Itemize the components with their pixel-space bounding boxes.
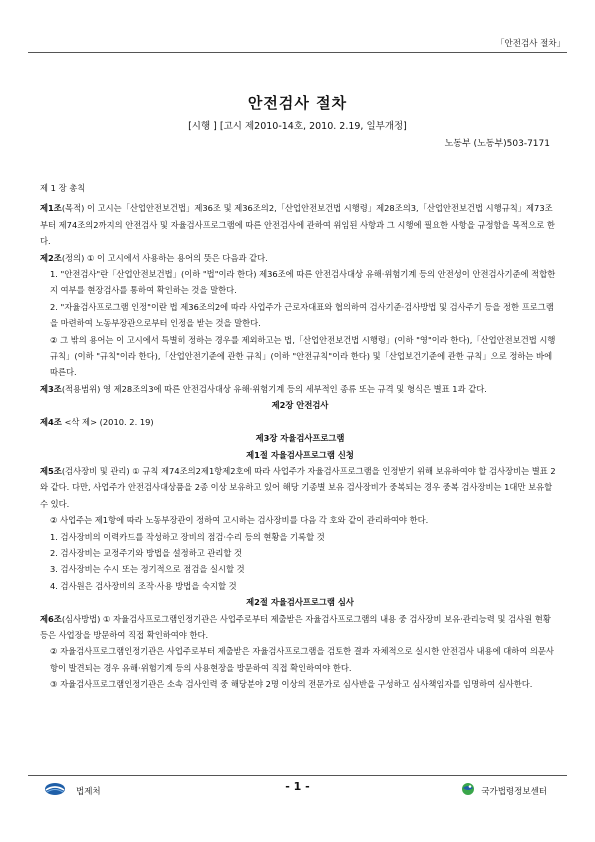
page-number: - 1 - (285, 780, 310, 793)
article-2-item-2: 2. "자율검사프로그램 인정"이란 법 제36조의2에 따라 사업주가 근로자대표와 협의하여 검사기준·검사방법 및 검사주기 등을 정한 프로그램을 마련하여 노동부장관으로부터 인정을 받는 것을 말한다. (50, 301, 554, 329)
document-title: 안전검사 절차 (247, 94, 348, 112)
document-body (40, 180, 560, 693)
article-3-number: 제3조 (40, 383, 62, 394)
article-1-number: 제1조 (40, 203, 62, 214)
chapter-1-heading: 제 1 장 총칙 (40, 183, 86, 193)
chapter-3-heading: 제3장 자율검사프로그램 (255, 433, 345, 444)
article-3 (40, 381, 560, 397)
article-2-number: 제2조 (40, 252, 62, 263)
article-5-text: (검사장비 및 관리) ① 규칙 제74조의2제1항제2호에 따라 사업주가 자율검사프로그램을 인정받기 위해 보유하여야 할 검사장비는 별표 2와 같다. 다만, 사업주가 안전검사대상품을 2종 이상 보유하고 있어 해당 기종별 보유 검사장비가 중복되는 경우 중복 검사장비는 1대만 보유할 수 있다. (40, 465, 556, 509)
section-1-heading: 제1절 자율검사프로그램 신청 (246, 449, 354, 460)
article-5-paragraph-2: ② 사업주는 제1항에 따라 노동부장관이 정하여 고시하는 검사장비를 다음 각 호와 같이 관리하여야 한다. (50, 515, 429, 526)
article-5-item-2: 2. 검사장비는 교정주기와 방법을 설정하고 관리할 것 (50, 547, 243, 558)
footer-right (461, 782, 547, 799)
article-5-item-3: 3. 검사장비는 수시 또는 정기적으로 점검을 실시할 것 (50, 564, 245, 575)
ministry-contact: 노동부 (노동부)503-7171 (444, 139, 550, 149)
article-4-number: 제4조 (40, 416, 62, 427)
article-3-text: (적용범위) 영 제28조의3에 따른 안전검사대상 유해·위험기계 등의 세부적인 종류 또는 규격 및 형식은 별표 1과 같다. (61, 383, 487, 394)
header-tag: 「안전검사 절차」 (496, 39, 565, 49)
article-6-paragraph-3: ③ 자율검사프로그램인정기관은 소속 검사인력 중 해당분야 2명 이상의 전문가로 심사반을 구성하고 심사책임자를 임명하여 심사한다. (50, 679, 533, 690)
article-6 (40, 611, 560, 644)
article-6-text: (심사방법) ① 자율검사프로그램인정기관은 사업주로부터 제출받은 자율검사프로그램의 내용 중 검사장비 보유·관리능력 및 검사원 현황 등은 사업장을 방문하여 직접 확인하여야 한다. (40, 613, 551, 640)
article-1 (40, 200, 560, 249)
article-2-text: (정의) ① 이 고시에서 사용하는 용어의 뜻은 다음과 같다. (61, 252, 268, 263)
article-4-text: <삭 제> (2010. 2. 19) (64, 416, 154, 427)
document-subtitle: [시행 ] [고시 제2010-14호, 2010. 2.19, 일부개정] (188, 121, 407, 132)
footer-right-label: 국가법령정보센터 (481, 786, 547, 797)
article-2 (40, 250, 560, 266)
article-6-number: 제6조 (40, 613, 62, 624)
footer-left-label: 법제처 (76, 786, 101, 797)
footer-divider (28, 775, 567, 776)
header-divider (28, 52, 567, 53)
article-4 (40, 414, 560, 430)
article-5-item-1: 1. 검사장비의 이력카드를 작성하고 장비의 점검·수리 등의 현황을 기록할 것 (50, 531, 325, 542)
chapter-2-heading: 제2장 안전검사 (271, 400, 329, 411)
article-5 (40, 463, 560, 512)
law-center-globe-icon (461, 782, 475, 799)
article-5-item-4: 4. 검사원은 검사장비의 조작·사용 방법을 숙지할 것 (50, 580, 237, 591)
section-2-heading: 제2절 자율검사프로그램 심사 (246, 597, 354, 608)
article-6-paragraph-2: ② 자율검사프로그램인정기관은 사업주로부터 제출받은 자율검사프로그램을 검토한 결과 자체적으로 실시한 안전검사 내용에 대하여 의문사항이 발견되는 경우 유해·위험기계 등의 사용현장을 방문하여 직접 확인하여야 한다. (50, 646, 554, 673)
article-2-item-1: 1. "안전검사"란「산업안전보건법」(이하 "법"이라 한다) 제36조에 따른 안전검사대상 유해·위험기계 등의 안전성이 안전검사기준에 적합한지 여부를 현장검사를 통하여 확인하는 것을 말한다. (50, 269, 556, 296)
article-2-paragraph-2: ② 그 밖의 용어는 이 고시에서 특별히 정하는 경우를 제외하고는 법,「산업안전보건법 시행령」(이하 "영"이라 한다),「산업안전보건법 시행규칙」(이하 "규칙"이라 한다),「산업안전기준에 관한 규칙」(이하 "안전규칙"이라 한다) 및「산업보건기준에 관한 규칙」으로 정하는 바에 따른다. (50, 334, 556, 378)
article-5-number: 제5조 (40, 465, 62, 476)
article-1-text: (목적) 이 고시는「산업안전보건법」제36조 및 제36조의2,「산업안전보건법 시행령」제28조의3,「산업안전보건법 시행규칙」제73조부터 제74조의2까지의 안전검사 및 자율검사프로그램에 따른 안전검사에 관하여 위임된 사항과 그 시행에 필요한 사항을 규정함을 목적으로 한다. (40, 203, 555, 247)
